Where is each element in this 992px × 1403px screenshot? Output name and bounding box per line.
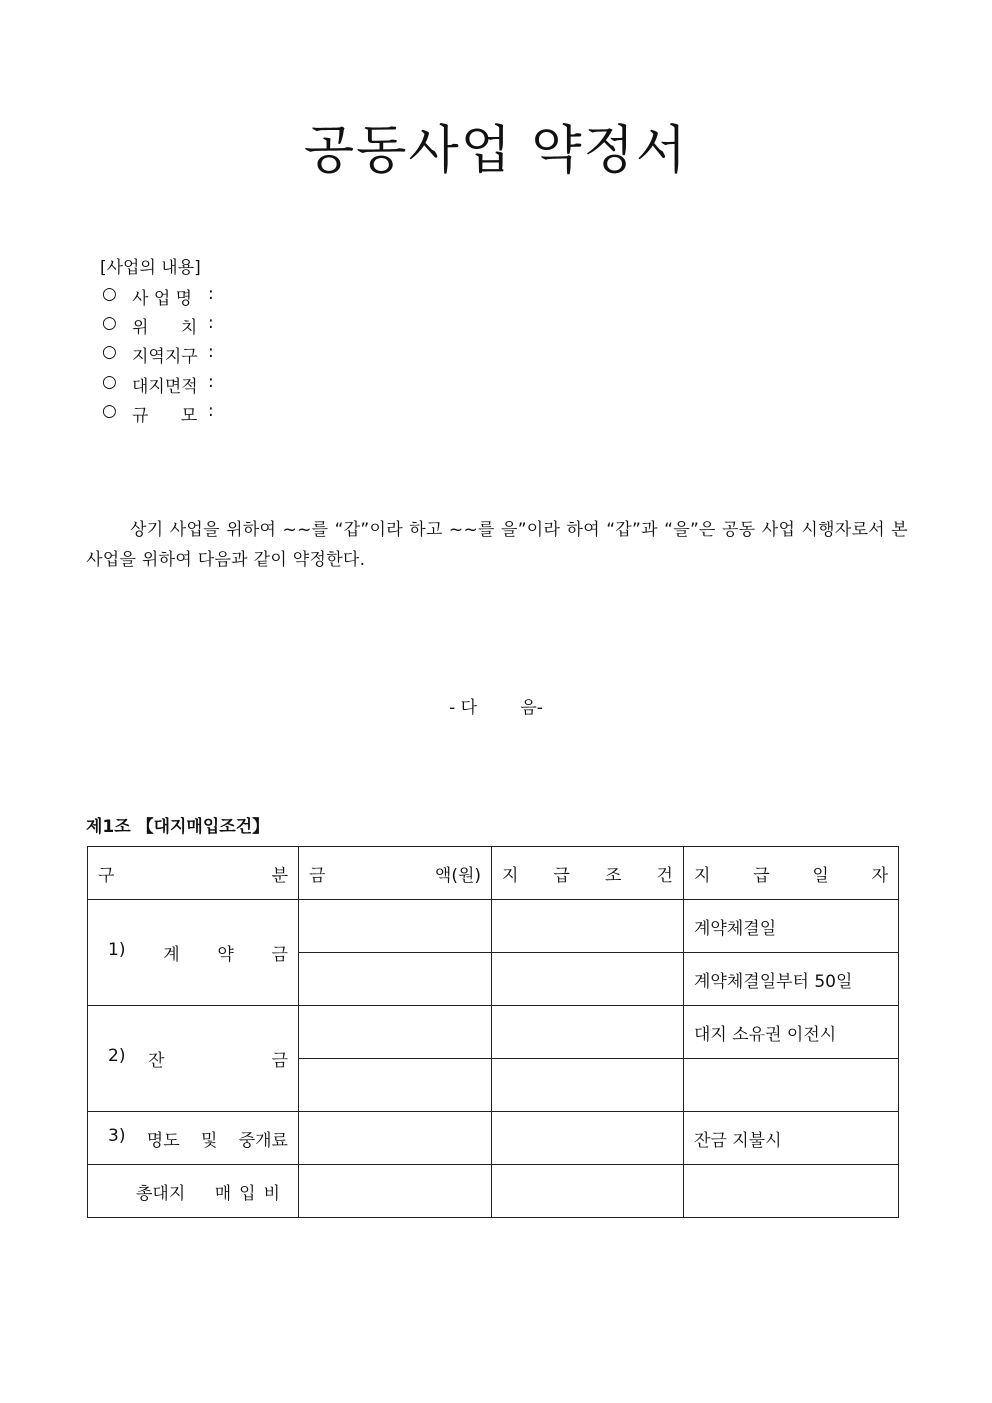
terms-cell: [492, 1059, 684, 1112]
table-row: [88, 1006, 899, 1059]
terms-cell: [492, 1112, 684, 1165]
header-category: 구 분: [88, 847, 299, 900]
amount-cell: [299, 1059, 492, 1112]
header-amount: 금 액(원): [299, 847, 492, 900]
circle-bullet-icon: ○: [102, 372, 117, 392]
section-heading: [사업의 내용]: [100, 258, 201, 278]
row-label-deposit: 1) 계 약 금: [88, 900, 299, 1006]
info-label: 대지면적: [132, 377, 198, 397]
header-payment-date: 지 급 일 자: [684, 847, 899, 900]
date-cell: 대지 소유권 이전시: [684, 1006, 899, 1059]
circle-bullet-icon: ○: [102, 342, 117, 362]
circle-bullet-icon: ○: [102, 313, 117, 333]
da-eum-heading: - 다 음-: [449, 698, 543, 718]
date-cell: 계약체결일: [684, 900, 899, 953]
info-colon: :: [208, 313, 214, 333]
amount-cell: [299, 1112, 492, 1165]
amount-cell: [299, 953, 492, 1006]
date-cell: [684, 1165, 899, 1218]
header-payment-terms: 지 급 조 건: [492, 847, 684, 900]
row-label-balance: 2) 잔 금: [88, 1006, 299, 1112]
circle-bullet-icon: ○: [102, 401, 117, 421]
amount-cell: [299, 1165, 492, 1218]
document-title: 공동사업 약정서: [303, 121, 689, 181]
land-purchase-table: [87, 846, 899, 1218]
table-row: [88, 900, 899, 953]
table-header-row: [88, 847, 899, 900]
info-colon: :: [208, 372, 214, 392]
intro-paragraph: 상기 사업을 위하여 ~~를 “갑”이라 하고 ~~를 을”이라 하여 “갑”과 “을”은 공동 사업 시행자로서 본 사업을 위하여 다음과 같이 약정한다.: [86, 520, 908, 570]
info-colon: :: [208, 284, 214, 304]
row-label-transfer-fee: 3) 명도 및 중개료: [88, 1112, 299, 1165]
date-cell: 잔금 지불시: [684, 1112, 899, 1165]
amount-cell: [299, 1006, 492, 1059]
table-row: [88, 1112, 899, 1165]
info-colon: :: [208, 342, 214, 362]
terms-cell: [492, 953, 684, 1006]
info-label: 위 치: [132, 318, 198, 338]
info-label: 규 모: [132, 406, 198, 426]
table-row: [88, 1165, 899, 1218]
terms-cell: [492, 1165, 684, 1218]
info-label: 지역지구: [132, 347, 198, 367]
article-title: 제1조 【대지매입조건】: [86, 817, 270, 837]
info-label: 사 업 명: [132, 289, 193, 309]
terms-cell: [492, 900, 684, 953]
amount-cell: [299, 900, 492, 953]
terms-cell: [492, 1006, 684, 1059]
date-cell: 계약체결일부터 50일: [684, 953, 899, 1006]
circle-bullet-icon: ○: [102, 284, 117, 304]
info-colon: :: [208, 401, 214, 421]
date-cell: [684, 1059, 899, 1112]
row-label-total: 총대지 매입비: [88, 1165, 299, 1218]
